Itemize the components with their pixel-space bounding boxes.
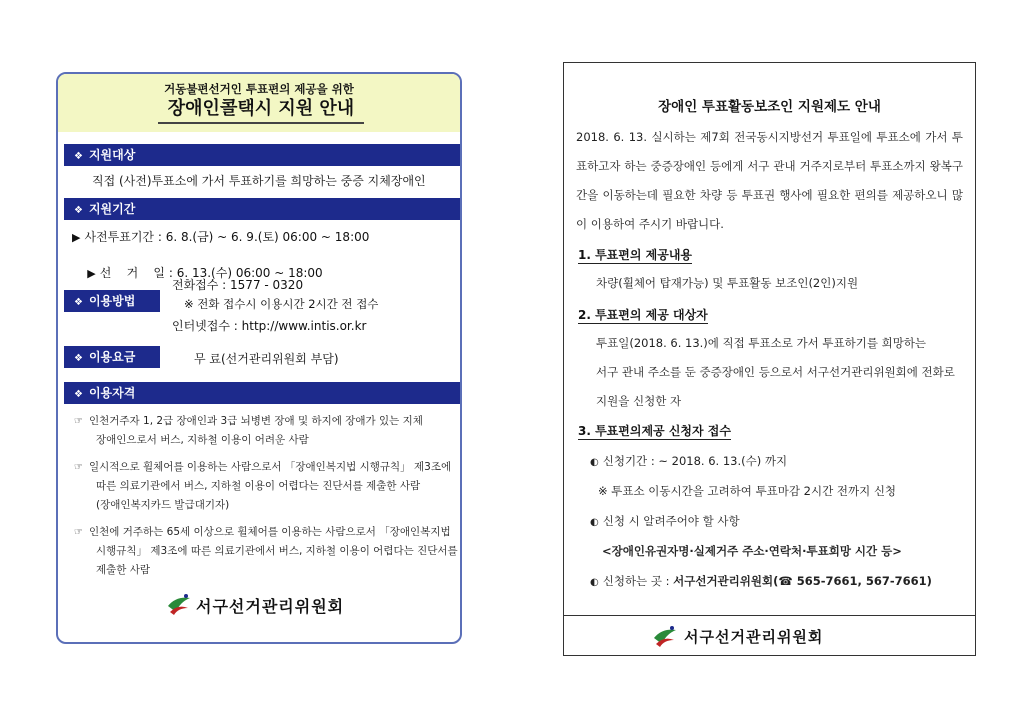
taxi-guide-subtitle: 거동불편선거인 투표편의 제공을 위한 [164, 82, 354, 96]
triangle-right-icon: ▶ [72, 231, 81, 244]
qualification-item-2 [74, 458, 451, 515]
section-method-label: 이용방법 [88, 294, 136, 308]
election-commission-logo-icon [166, 592, 192, 616]
assistant-guide-title: 장애인 투표활동보조인 지원제도 안내 [658, 99, 881, 115]
section-qualification-header [64, 382, 460, 404]
right-org-name: 서구선거관리위원회 [684, 628, 824, 646]
taxi-guide-panel [56, 72, 462, 644]
section-2-heading: 2. 투표편의 제공 대상자 [578, 308, 708, 322]
pointing-hand-icon: ☞ [74, 527, 83, 538]
application-period [590, 453, 787, 469]
notify-items-detail: <장애인유권자명·실제거주 주소·연락처·투표희망 시간 등> [602, 544, 902, 558]
section-fee-header [64, 346, 160, 368]
phone-reception: 전화접수 : 1577 - 0320 [172, 278, 304, 292]
triangle-right-icon: ▶ [87, 267, 96, 280]
qualification-2-line-2: 따른 의료기관에서 버스, 지하철 이용이 어렵다는 진단서를 제출한 사람 [96, 480, 421, 492]
diamond-icon: ❖ [74, 297, 83, 308]
fee-text: 무 료(선거관리위원회 부담) [194, 352, 339, 366]
section-1-heading: 1. 투표편의 제공내용 [578, 248, 693, 262]
internet-reception: 인터넷접수 : http://www.intis.or.kr [172, 319, 367, 333]
section-period-header [64, 198, 460, 220]
bullet-icon: ◐ [590, 457, 599, 468]
left-org-name: 서구선거관리위원회 [196, 597, 345, 616]
early-voting-period [72, 228, 369, 245]
diamond-icon: ❖ [74, 205, 83, 216]
notify-items-text: 신청 시 알려주어야 할 사항 [602, 514, 740, 528]
qualification-item-1 [74, 412, 423, 450]
application-period-text: 신청기간 : ~ 2018. 6. 13.(수) 까지 [602, 454, 788, 468]
section-fee-label: 이용요금 [88, 350, 136, 364]
voting-assistant-panel [563, 62, 976, 656]
qualification-2-line-1: 일시적으로 휠체어를 이용하는 사람으로서 「장애인복지법 시행규칙」 제3조에 [88, 461, 452, 473]
notify-items [590, 513, 740, 529]
qualification-2-line-3: (장애인복지카드 발급대기자) [96, 499, 230, 511]
bullet-icon: ◐ [590, 577, 599, 588]
section-3-heading: 3. 투표편의제공 신청자 접수 [578, 424, 731, 438]
section-period-label: 지원기간 [88, 202, 136, 216]
contact-label: 신청하는 곳 : [602, 574, 674, 588]
section-2-line-3: 지원을 신청한 자 [596, 394, 682, 408]
footer-divider [564, 615, 975, 616]
section-qualification-label: 이용자격 [88, 386, 136, 400]
section-target-label: 지원대상 [88, 148, 136, 162]
early-voting-text: 사전투표기간 : 6. 8.(금) ~ 6. 9.(토) 06:00 ~ 18:00 [84, 230, 370, 244]
target-text: 직접 (사전)투표소에 가서 투표하기를 희망하는 중증 지체장애인 [92, 174, 426, 188]
section-1-text: 차량(휠체어 탑재가능) 및 투표활동 보조인(2인)지원 [596, 276, 859, 290]
election-commission-logo-icon [652, 624, 678, 648]
phone-reception-note: ※ 전화 접수시 이용시간 2시간 전 접수 [184, 297, 379, 311]
bullet-icon: ◐ [590, 517, 599, 528]
section-method-header [64, 290, 160, 312]
qualification-3-line-1: 인천에 거주하는 65세 이상으로 휠체어를 이용하는 사람으로서 「장애인복지법 [88, 526, 451, 538]
diamond-icon: ❖ [74, 151, 83, 162]
assistant-guide-intro: 2018. 6. 13. 실시하는 제7회 전국동시지방선거 투표일에 투표소에 가서 투표하고자 하는 중증장애인 등에게 서구 관내 거주지로부터 투표소까지 왕복구간을 이동하는데 필요한 차량 등 투표권 행사에 필요한 편의를 제공하오니 많이 이용하여 주시기 바랍니다. [576, 130, 963, 231]
qualification-3-line-3: 제출한 사람 [96, 564, 151, 576]
qualification-3-line-2: 시행규칙」 제3조에 따른 의료기관에서 버스, 지하철 이용이 어렵다는 진단서를 [96, 545, 458, 557]
diamond-icon: ❖ [74, 389, 83, 400]
contact-value: 서구선거관리위원회(☎ 565-7661, 567-7661) [673, 574, 932, 588]
application-contact [590, 573, 932, 589]
taxi-guide-title: 장애인콜택시 지원 안내 [158, 96, 364, 124]
taxi-guide-header [58, 74, 460, 132]
section-2-line-1: 투표일(2018. 6. 13.)에 직접 투표소로 가서 투표하기를 희망하는 [596, 336, 927, 350]
election-day-text: 선 거 일 : 6. 13.(수) 06:00 ~ 18:00 [99, 266, 323, 280]
pointing-hand-icon: ☞ [74, 416, 83, 427]
qualification-item-3 [74, 523, 458, 580]
section-target-header [64, 144, 460, 166]
section-2-line-2: 서구 관내 주소를 둔 중증장애인 등으로서 서구선거관리위원회에 전화로 [596, 365, 955, 379]
diamond-icon: ❖ [74, 353, 83, 364]
qualification-1-line-1: 인천거주자 1, 2급 장애인과 3급 뇌병변 장애 및 하지에 장애가 있는 지체 [88, 415, 423, 427]
qualification-1-line-2: 장애인으로서 버스, 지하철 이용이 어려운 사람 [96, 434, 309, 446]
pointing-hand-icon: ☞ [74, 462, 83, 473]
application-note: ※ 투표소 이동시간을 고려하여 투표마감 2시간 전까지 신청 [598, 484, 897, 498]
